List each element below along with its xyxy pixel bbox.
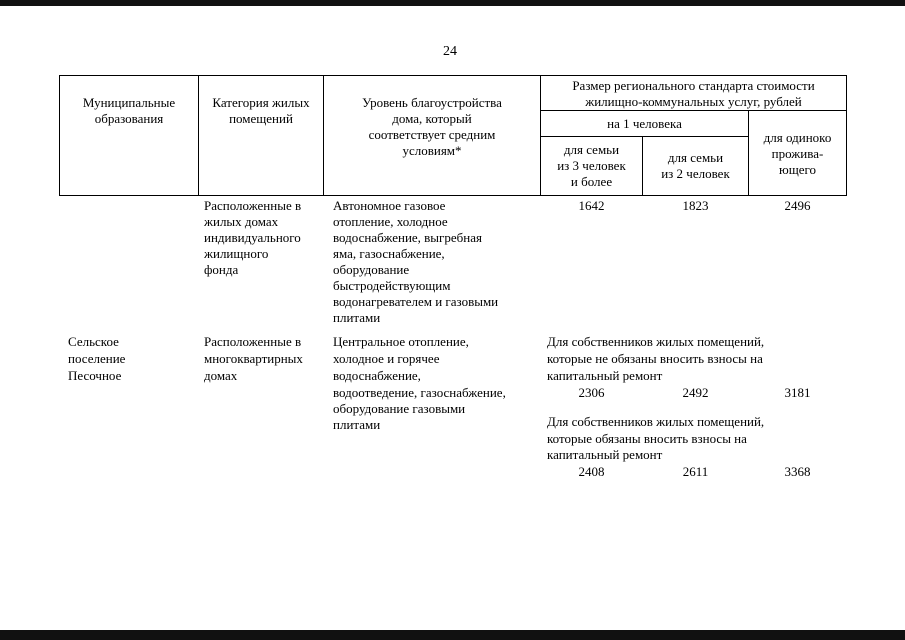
row2-a-value-family3: 2306 [578,385,605,400]
row2-b-value-single: 3368 [784,464,811,479]
row2-a-value-single: 3181 [784,385,811,400]
row2-a-value-family2: 2492 [682,385,709,400]
row1-value-single: 2496 [784,198,811,213]
page-number: 24 [443,44,457,59]
row2-b-value-family3: 2408 [578,464,605,479]
row1-value-family2: 1823 [682,198,709,213]
top-scan-border [0,0,905,6]
row2-b-value-family2: 2611 [682,464,709,479]
row1-value-family3: 1642 [578,198,605,213]
header-per-person: на 1 человека [607,116,682,131]
bottom-scan-border [0,630,905,640]
